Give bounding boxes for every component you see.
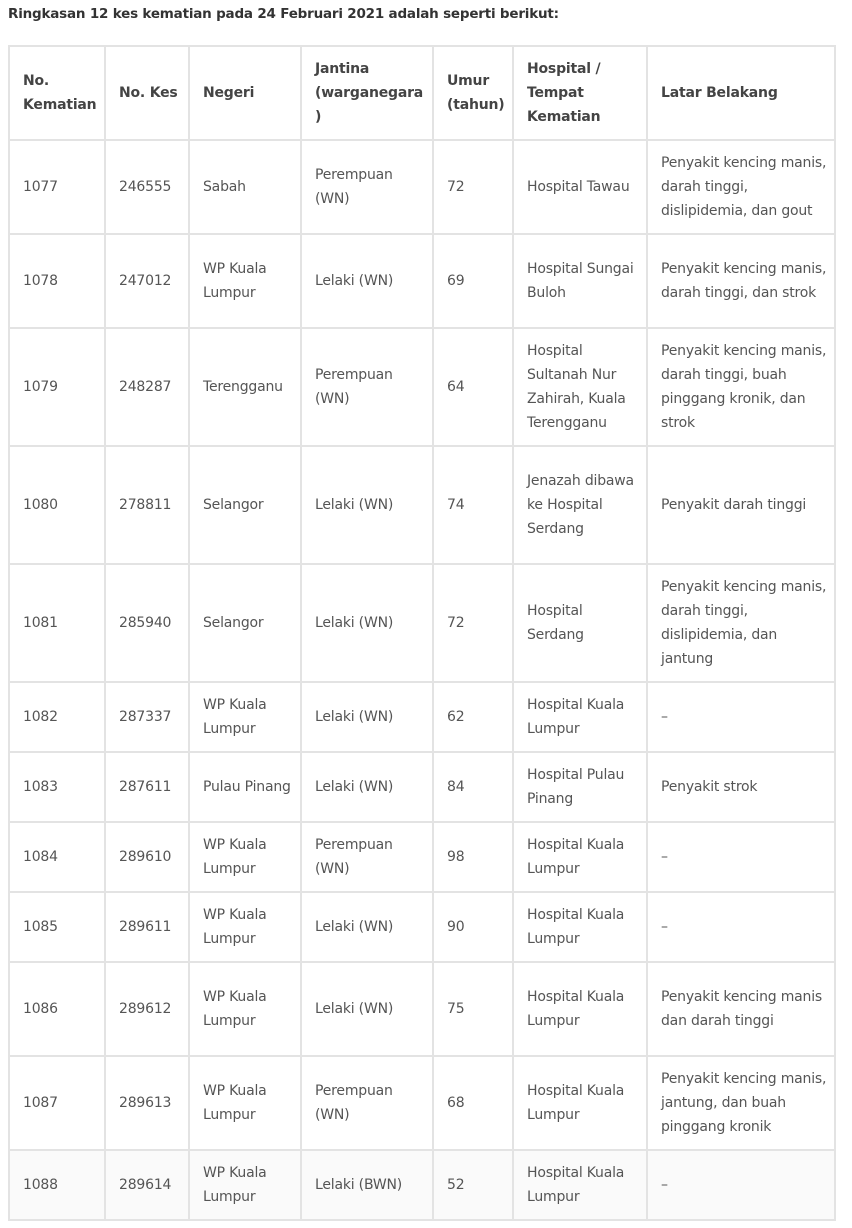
cell-no-kematian: 1084 bbox=[9, 822, 105, 892]
cell-latar-belakang: Penyakit kencing manis dan darah tinggi bbox=[647, 962, 835, 1056]
table-row bbox=[9, 752, 835, 822]
cell-jantina: Lelaki (WN) bbox=[301, 752, 433, 822]
cell-hospital: Hospital Kuala Lumpur bbox=[513, 892, 647, 962]
cell-jantina: Perempuan (WN) bbox=[301, 1056, 433, 1150]
cell-no-kes: 246555 bbox=[105, 140, 189, 234]
cell-no-kematian: 1082 bbox=[9, 682, 105, 752]
cell-latar-belakang: Penyakit kencing manis, darah tinggi, dislipidemia, dan gout bbox=[647, 140, 835, 234]
cell-no-kes: 289611 bbox=[105, 892, 189, 962]
cell-hospital: Hospital Sungai Buloh bbox=[513, 234, 647, 328]
cell-hospital: Hospital Kuala Lumpur bbox=[513, 962, 647, 1056]
cell-umur: 90 bbox=[433, 892, 513, 962]
cell-latar-belakang: Penyakit strok bbox=[647, 752, 835, 822]
cell-no-kes: 285940 bbox=[105, 564, 189, 682]
cell-no-kes: 289614 bbox=[105, 1150, 189, 1220]
cell-umur: 69 bbox=[433, 234, 513, 328]
table-row bbox=[9, 446, 835, 564]
cell-umur: 74 bbox=[433, 446, 513, 564]
cell-jantina: Lelaki (WN) bbox=[301, 682, 433, 752]
table-row bbox=[9, 1056, 835, 1150]
cell-umur: 98 bbox=[433, 822, 513, 892]
cell-latar-belakang: Penyakit kencing manis, darah tinggi, buah pinggang kronik, dan strok bbox=[647, 328, 835, 446]
cell-negeri: WP Kuala Lumpur bbox=[189, 234, 301, 328]
table-row bbox=[9, 962, 835, 1056]
header-no-kematian: No. Kematian bbox=[9, 46, 105, 140]
cell-no-kes: 289613 bbox=[105, 1056, 189, 1150]
cell-no-kematian: 1087 bbox=[9, 1056, 105, 1150]
cell-negeri: WP Kuala Lumpur bbox=[189, 892, 301, 962]
header-no-kes: No. Kes bbox=[105, 46, 189, 140]
cell-latar-belakang: – bbox=[647, 1150, 835, 1220]
cell-umur: 62 bbox=[433, 682, 513, 752]
cell-no-kematian: 1085 bbox=[9, 892, 105, 962]
table-row bbox=[9, 892, 835, 962]
cell-hospital: Hospital Serdang bbox=[513, 564, 647, 682]
cell-umur: 75 bbox=[433, 962, 513, 1056]
cell-negeri: WP Kuala Lumpur bbox=[189, 1056, 301, 1150]
cell-no-kematian: 1088 bbox=[9, 1150, 105, 1220]
cell-no-kematian: 1081 bbox=[9, 564, 105, 682]
table-row bbox=[9, 822, 835, 892]
cell-no-kematian: 1086 bbox=[9, 962, 105, 1056]
cell-negeri: Terengganu bbox=[189, 328, 301, 446]
cell-no-kes: 289612 bbox=[105, 962, 189, 1056]
cell-jantina: Lelaki (WN) bbox=[301, 962, 433, 1056]
cell-negeri: WP Kuala Lumpur bbox=[189, 1150, 301, 1220]
cell-negeri: WP Kuala Lumpur bbox=[189, 822, 301, 892]
table-header-row bbox=[9, 46, 835, 140]
table-row bbox=[9, 328, 835, 446]
cell-hospital: Hospital Kuala Lumpur bbox=[513, 682, 647, 752]
cell-jantina: Lelaki (WN) bbox=[301, 234, 433, 328]
cell-hospital: Hospital Kuala Lumpur bbox=[513, 1150, 647, 1220]
cell-latar-belakang: – bbox=[647, 822, 835, 892]
cell-umur: 52 bbox=[433, 1150, 513, 1220]
cell-no-kematian: 1078 bbox=[9, 234, 105, 328]
table-row bbox=[9, 1150, 835, 1220]
cell-negeri: WP Kuala Lumpur bbox=[189, 962, 301, 1056]
cell-no-kes: 278811 bbox=[105, 446, 189, 564]
table-row bbox=[9, 682, 835, 752]
header-negeri: Negeri bbox=[189, 46, 301, 140]
cell-latar-belakang: Penyakit kencing manis, jantung, dan buah pinggang kronik bbox=[647, 1056, 835, 1150]
cell-jantina: Lelaki (WN) bbox=[301, 892, 433, 962]
cell-latar-belakang: – bbox=[647, 682, 835, 752]
cell-negeri: Selangor bbox=[189, 564, 301, 682]
cell-no-kematian: 1079 bbox=[9, 328, 105, 446]
cell-hospital: Hospital Kuala Lumpur bbox=[513, 1056, 647, 1150]
cell-no-kes: 289610 bbox=[105, 822, 189, 892]
cell-hospital: Hospital Tawau bbox=[513, 140, 647, 234]
cell-latar-belakang: Penyakit darah tinggi bbox=[647, 446, 835, 564]
cell-no-kes: 287611 bbox=[105, 752, 189, 822]
cell-no-kes: 287337 bbox=[105, 682, 189, 752]
cell-hospital: Jenazah dibawa ke Hospital Serdang bbox=[513, 446, 647, 564]
cell-negeri: WP Kuala Lumpur bbox=[189, 682, 301, 752]
cell-no-kes: 248287 bbox=[105, 328, 189, 446]
header-jantina: Jantina (warganegara) bbox=[301, 46, 433, 140]
cell-no-kematian: 1083 bbox=[9, 752, 105, 822]
cell-jantina: Perempuan (WN) bbox=[301, 328, 433, 446]
cell-hospital: Hospital Pulau Pinang bbox=[513, 752, 647, 822]
header-umur: Umur (tahun) bbox=[433, 46, 513, 140]
cell-umur: 64 bbox=[433, 328, 513, 446]
cell-umur: 72 bbox=[433, 140, 513, 234]
cell-umur: 72 bbox=[433, 564, 513, 682]
table-row bbox=[9, 564, 835, 682]
cell-umur: 84 bbox=[433, 752, 513, 822]
deaths-table bbox=[8, 45, 836, 1221]
cell-jantina: Lelaki (WN) bbox=[301, 446, 433, 564]
cell-latar-belakang: – bbox=[647, 892, 835, 962]
cell-no-kes: 247012 bbox=[105, 234, 189, 328]
table-row bbox=[9, 234, 835, 328]
table-row bbox=[9, 140, 835, 234]
cell-jantina: Lelaki (BWN) bbox=[301, 1150, 433, 1220]
cell-hospital: Hospital Sultanah Nur Zahirah, Kuala Terengganu bbox=[513, 328, 647, 446]
cell-umur: 68 bbox=[433, 1056, 513, 1150]
cell-latar-belakang: Penyakit kencing manis, darah tinggi, dan strok bbox=[647, 234, 835, 328]
cell-jantina: Lelaki (WN) bbox=[301, 564, 433, 682]
cell-negeri: Sabah bbox=[189, 140, 301, 234]
cell-negeri: Selangor bbox=[189, 446, 301, 564]
header-latar-belakang: Latar Belakang bbox=[647, 46, 835, 140]
header-hospital: Hospital / Tempat Kematian bbox=[513, 46, 647, 140]
cell-latar-belakang: Penyakit kencing manis, darah tinggi, dislipidemia, dan jantung bbox=[647, 564, 835, 682]
cell-no-kematian: 1080 bbox=[9, 446, 105, 564]
intro-text: Ringkasan 12 kes kematian pada 24 Februari 2021 adalah seperti berikut: bbox=[8, 6, 559, 22]
cell-no-kematian: 1077 bbox=[9, 140, 105, 234]
cell-hospital: Hospital Kuala Lumpur bbox=[513, 822, 647, 892]
cell-negeri: Pulau Pinang bbox=[189, 752, 301, 822]
cell-jantina: Perempuan (WN) bbox=[301, 822, 433, 892]
cell-jantina: Perempuan (WN) bbox=[301, 140, 433, 234]
